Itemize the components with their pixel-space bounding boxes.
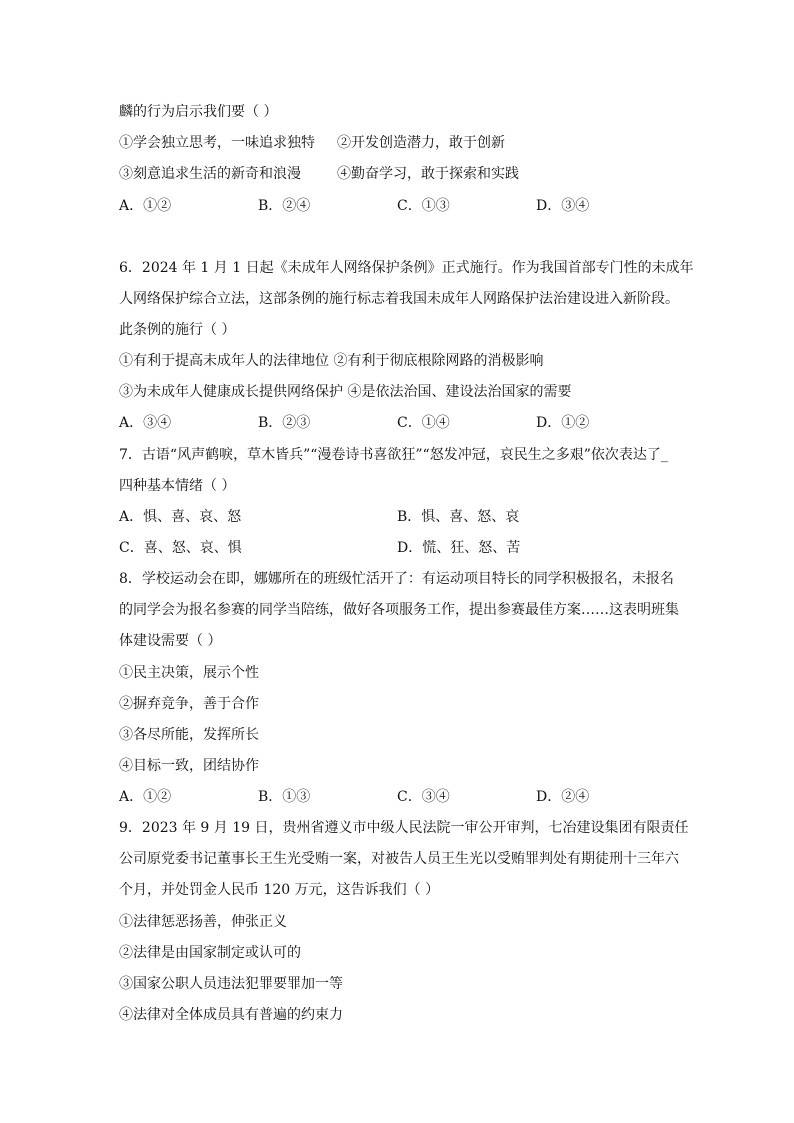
q9-statement-3: ③国家公职人员违法犯罪要罪加一等 (119, 976, 343, 992)
q6-option-d: D．①② (536, 415, 590, 431)
q9-statement-1: ①法律惩恶扬善，伸张正义 (119, 914, 287, 930)
q6-stem-line-2: 人网络保护综合立法，这部条例的施行标志着我国未成年人网路保护法治建设进入新阶段。 (119, 291, 679, 307)
q8-stem-line-3: 体建设需要（ ） (119, 633, 222, 649)
q9-stem-line-2: 公司原党委书记董事长王生光受贿一案，对被告人员王生光以受贿罪判处有期徒刑十三年六 (119, 851, 679, 867)
q5-statement-4: ④勤奋学习，敢于探索和实践 (337, 166, 519, 182)
q7-option-c: C．喜、怒、哀、惧 (119, 540, 242, 556)
q7-option-d: D．慌、狂、怒、苦 (397, 540, 521, 556)
q7-stem-line-2: 四种基本情绪（ ） (119, 478, 236, 494)
q6-option-a: A．③④ (119, 415, 172, 431)
q6-option-c: C．①④ (397, 415, 450, 431)
q8-statement-4: ④目标一致，团结协作 (119, 758, 259, 774)
q8-statement-3: ③各尽所能，发挥所长 (119, 727, 259, 743)
q7-option-b: B．惧、喜、怒、哀 (397, 509, 520, 525)
q8-stem-line-2: 的同学会为报名参赛的同学当陪练，做好各项服务工作，提出参赛最佳方案……这表明班集 (119, 602, 679, 618)
q5-option-d: D．③④ (536, 198, 590, 214)
q8-option-c: C．③④ (397, 789, 450, 805)
q7-option-a: A．惧、喜、哀、怒 (119, 509, 242, 525)
q8-option-d: D．②④ (536, 789, 590, 805)
q5-statements-1-2 (119, 133, 505, 153)
q5-stem-tail: 麟的行为启示我们要（ ） (119, 104, 278, 120)
q5-option-a: A．①② (119, 198, 172, 214)
q5-statement-2: ②开发创造潜力，敢于创新 (337, 135, 505, 151)
q8-option-b: B．①③ (258, 789, 311, 805)
q5-statement-1: ①学会独立思考，一味追求独特 (119, 135, 315, 151)
q8-statement-1: ①民主决策，展示个性 (119, 665, 259, 681)
q5-option-b: B．②④ (258, 198, 311, 214)
q6-statements-1-2: ①有利于提高未成年人的法律地位 ②有利于彻底根除网路的消极影响 (119, 353, 544, 369)
q8-statement-2: ②摒弃竞争，善于合作 (119, 696, 259, 712)
q5-statement-3: ③刻意追求生活的新奇和浪漫 (119, 166, 301, 182)
q5-option-c: C．①③ (397, 198, 450, 214)
q8-stem-line-1: 8．学校运动会在即，娜娜所在的班级忙活开了：有运动项目特长的同学积极报名，未报名 (119, 571, 674, 587)
q6-option-b: B．②③ (258, 415, 311, 431)
q6-statements-3-4: ③为未成年人健康成长提供网络保护 ④是依法治国、建设法治国家的需要 (119, 384, 572, 400)
q9-statement-4: ④法律对全体成员具有普遍的约束力 (119, 1007, 343, 1023)
q6-stem-line-1: 6．2024 年 1 月 1 日起《未成年人网络保护条例》正式施行。作为我国首部专门性的未成年 (119, 260, 694, 276)
q9-stem-line-3: 个月，并处罚金人民币 120 万元，这告诉我们（ ） (119, 882, 440, 898)
q7-stem-line-1: 7．古语“风声鹤唳，草木皆兵”“漫卷诗书喜欲狂”“怒发冲冠，哀民生之多艰”依次表达了_ (119, 447, 668, 463)
q9-stem-line-1: 9．2023 年 9 月 19 日，贵州省遵义市中级人民法院一审公开审判，七冶建设集团有限责任 (119, 820, 689, 836)
q9-statement-2: ②法律是由国家制定或认可的 (119, 945, 301, 961)
q5-statements-3-4 (119, 164, 519, 184)
q8-option-a: A．①② (119, 789, 172, 805)
q6-stem-line-3: 此条例的施行（ ） (119, 322, 236, 338)
